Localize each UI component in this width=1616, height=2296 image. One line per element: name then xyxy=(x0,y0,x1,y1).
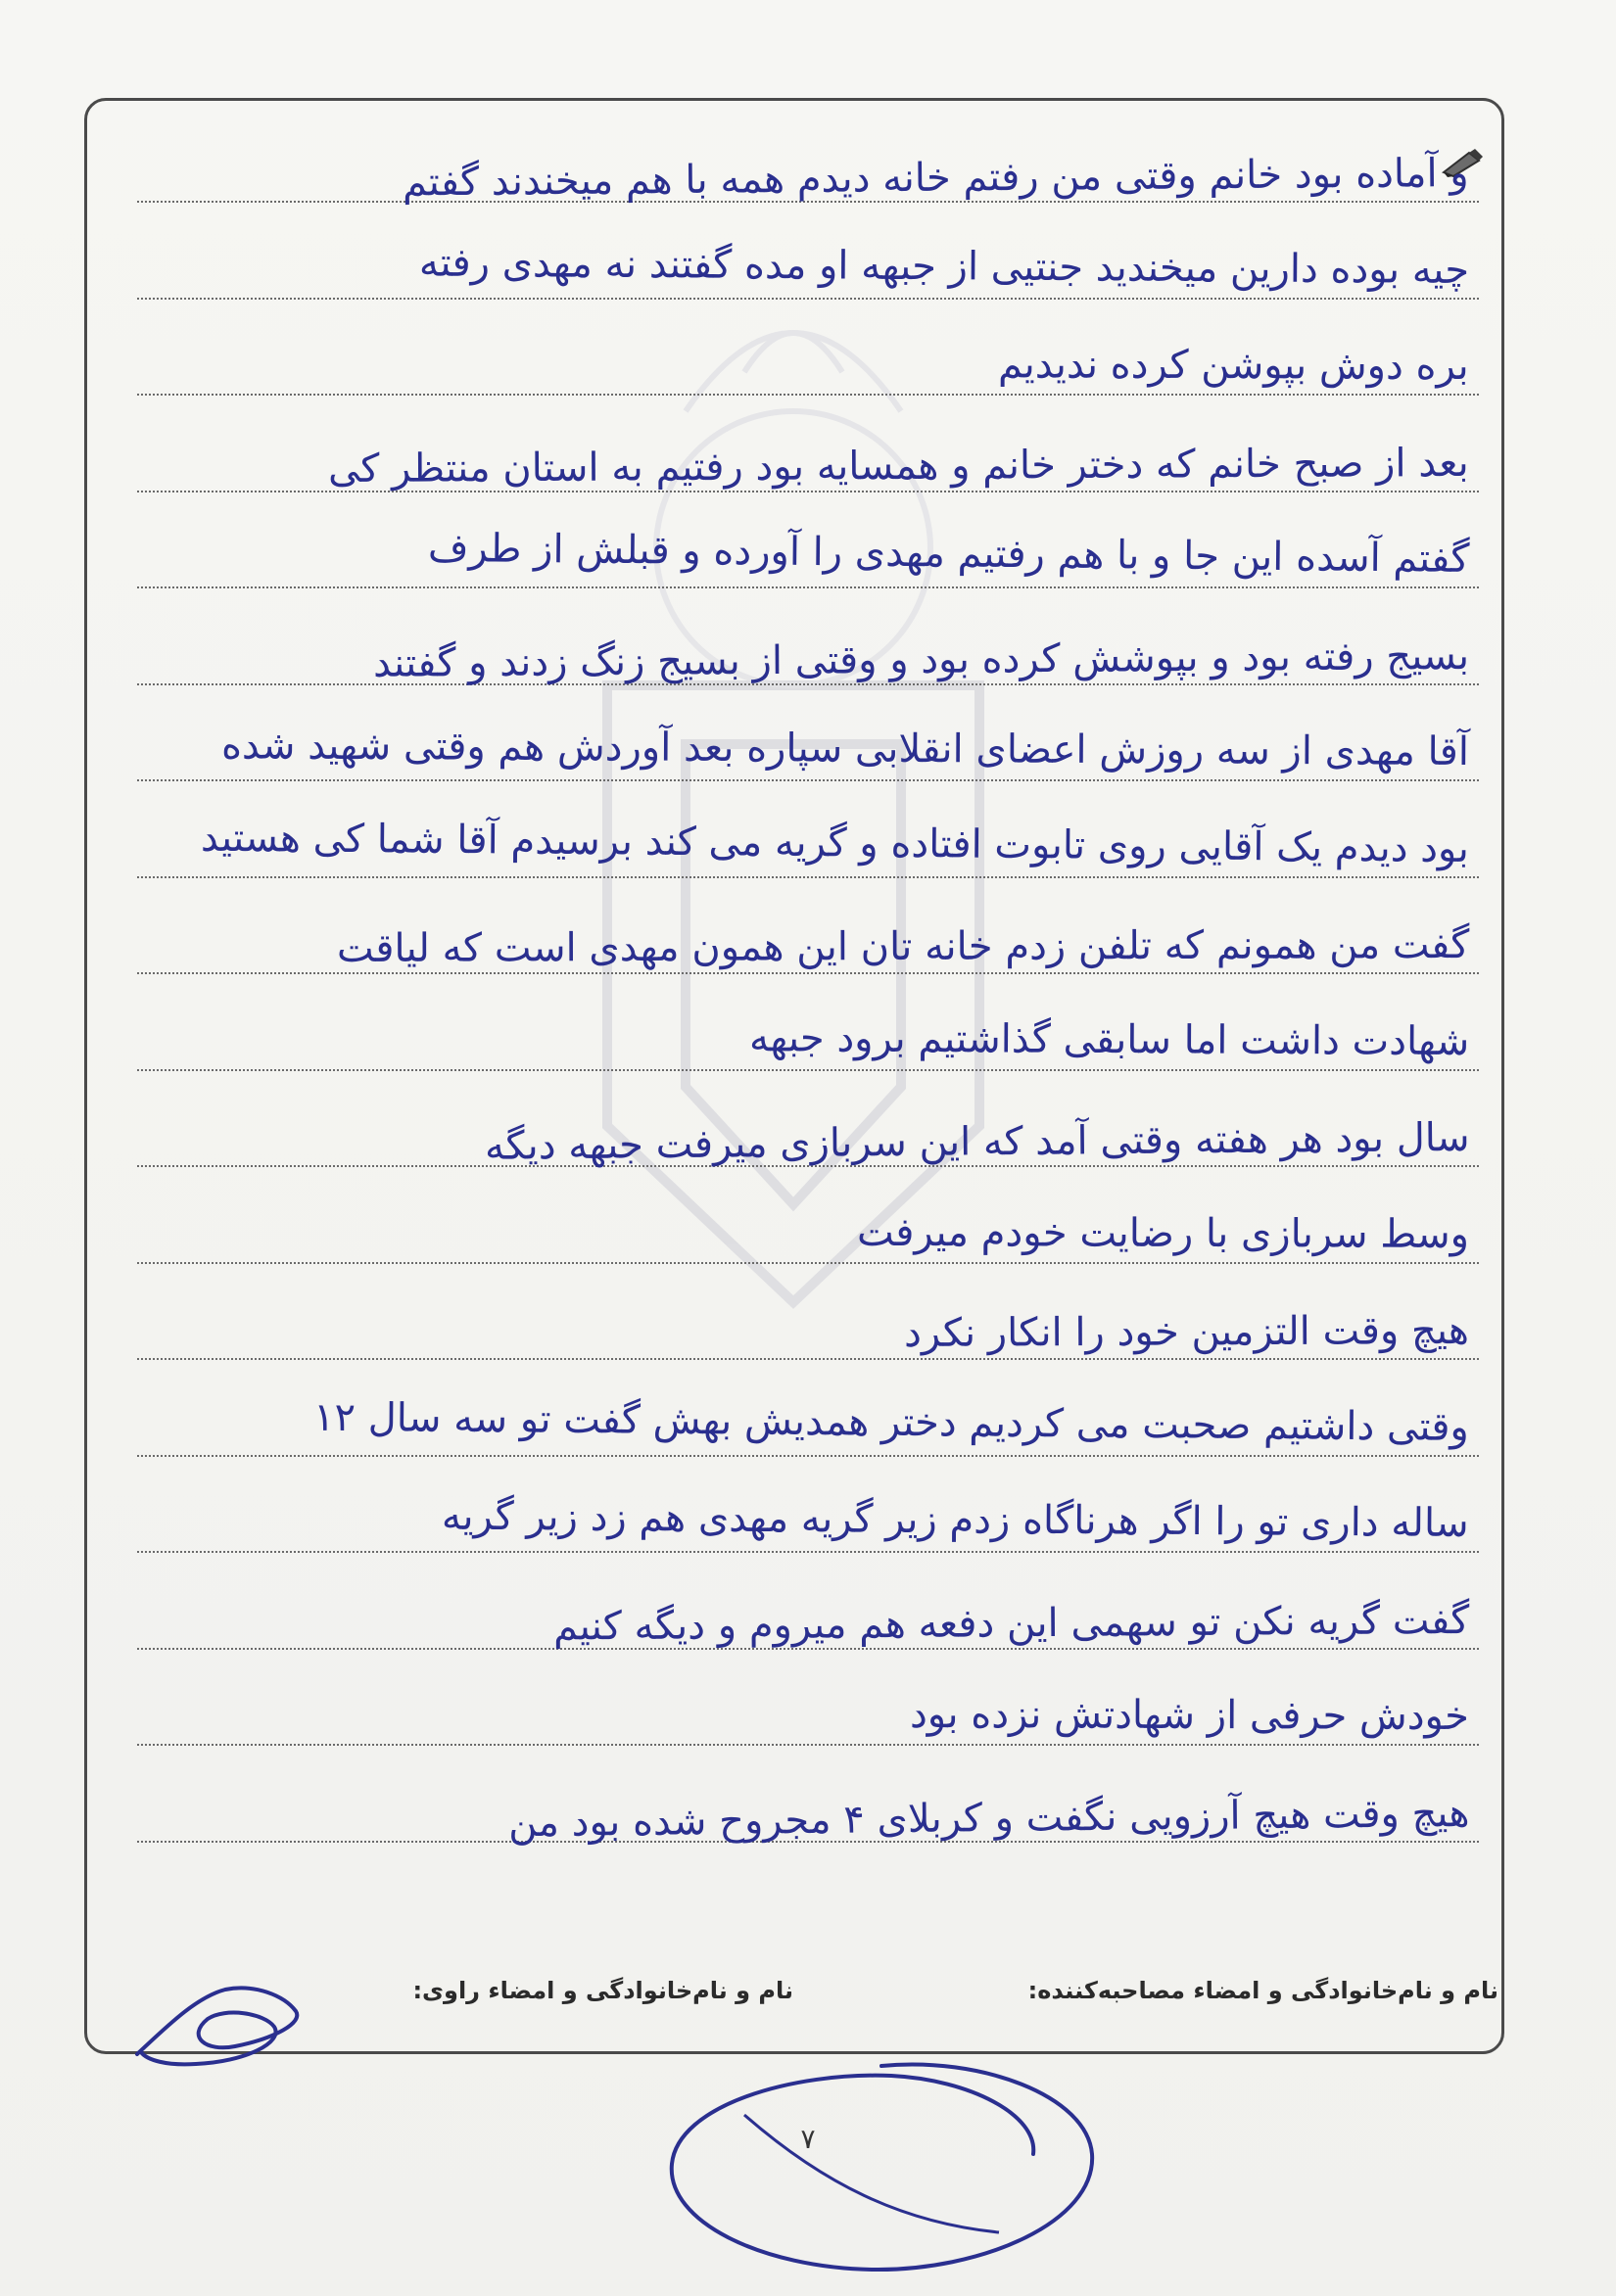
page-frame xyxy=(84,98,1504,2054)
handwritten-line: و آماده بود خانم وقتی من رفتم خانه دیدم همه با هم میخندند گفتم xyxy=(403,151,1470,206)
ruled-line xyxy=(137,972,1479,974)
ruled-line xyxy=(137,1069,1479,1071)
ruled-line xyxy=(137,1455,1479,1457)
handwritten-line: هیچ وقت التزمین خود را انکار نکرد xyxy=(903,1308,1470,1357)
page-number: ۷ xyxy=(800,2123,816,2155)
handwritten-line: آقا مهدی از سه روزش اعضای انقلابی سپاره بعد آوردش هم وقتی شهید شده xyxy=(220,723,1470,774)
ruled-line xyxy=(137,683,1479,685)
ruled-line xyxy=(137,298,1479,300)
handwritten-line: گفت من همونم که تلفن زدم خانه تان این همون مهدی است که لیاقت xyxy=(336,922,1470,972)
ruled-line xyxy=(137,586,1479,588)
handwritten-line: هیچ وقت هیچ آرزویی نگفت و کربلای ۴ مجروح شده بود من xyxy=(507,1790,1470,1846)
interviewer-signature-label: نام و نام‌خانوادگی و امضاء مصاحبه‌کننده: xyxy=(1027,1977,1498,2004)
handwritten-line: بعد از صبح خانم که دختر خانم و همسایه بود رفتیم به استان منتظر کی xyxy=(328,440,1470,492)
ruled-line xyxy=(137,1648,1479,1650)
handwritten-line: بود دیدم یک آقایی روی تابوت افتاده و گریه می کند برسیدم آقا شما کی هستید xyxy=(201,815,1470,871)
handwritten-line: چیه بوده دارین میخندید جنتیی از جبهه او مده گفتند نه مهدی رفته xyxy=(418,240,1470,293)
ruled-line xyxy=(137,394,1479,396)
handwritten-line: بسیج رفته بود و بپوشش کرده بود و وقتی از بسیج زنگ زدند و گفتند xyxy=(372,633,1470,686)
handwritten-line: خودش حرفی از شهادتش نزده بود xyxy=(909,1692,1470,1739)
ruled-line xyxy=(137,1551,1479,1553)
signature-footer xyxy=(108,1963,1498,2022)
handwritten-line: ساله داری تو را اگر هرناگاه زدم زیر گریه مهدی هم زد زیر گریه xyxy=(442,1493,1470,1546)
ruled-line xyxy=(137,1262,1479,1264)
handwritten-line: گفتم آسده این جا و با هم رفتیم مهدی را آورده و قبلش از طرف xyxy=(427,525,1470,582)
ruled-line xyxy=(137,779,1479,781)
ruled-line xyxy=(137,1744,1479,1746)
ruled-line xyxy=(137,1358,1479,1360)
handwritten-line: سال بود هر هفته وقتی آمد که این سربازی میرفت جبهه دیگه xyxy=(484,1115,1470,1169)
handwritten-line: گفت گریه نکن تو سهمی این دفعه هم میروم و دیگه کنیم xyxy=(552,1597,1470,1650)
handwritten-line: وقتی داشتیم صحبت می کردیم دختر همدیش بهش گفت تو سه سال ۱۲ xyxy=(313,1394,1470,1450)
ruled-line xyxy=(137,876,1479,878)
oval-signature-stamp xyxy=(646,2037,1117,2291)
handwritten-line: بره دوش بپوشن کرده ندیدیم xyxy=(998,342,1470,389)
handwritten-line: شهادت داشت اما سابقی گذاشتیم برود جبهه xyxy=(748,1014,1470,1064)
narrator-signature xyxy=(127,1968,313,2076)
narrator-signature-label: نام و نام‌خانوادگی و امضاء راوی: xyxy=(412,1977,793,2004)
handwritten-line: وسط سربازی با رضایت خودم میرفت xyxy=(856,1209,1470,1257)
